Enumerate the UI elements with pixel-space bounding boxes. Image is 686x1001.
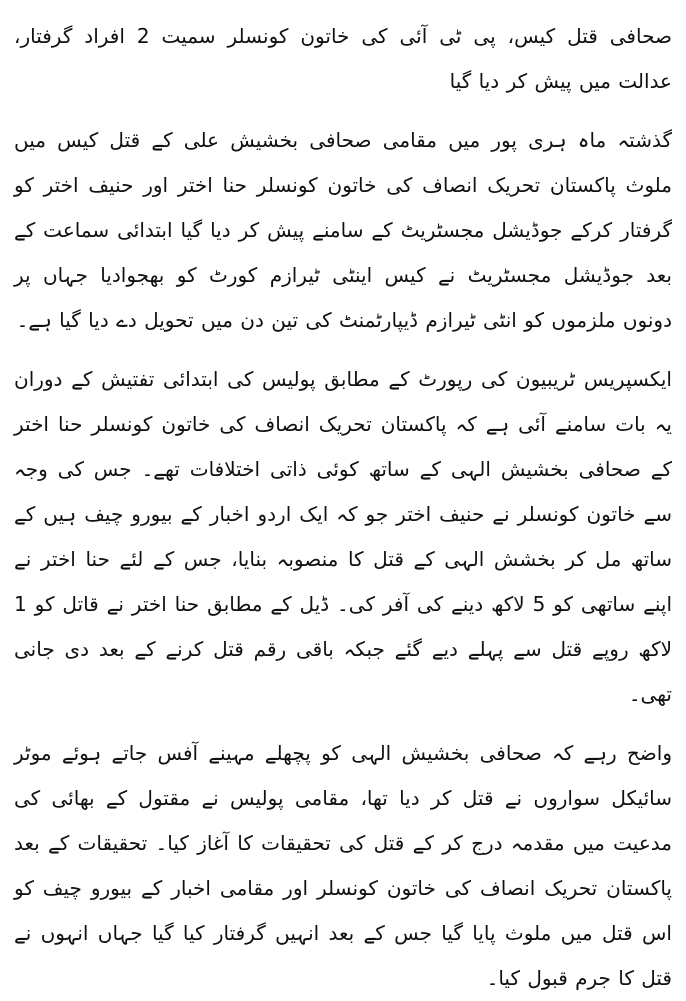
article-paragraph: ایکسپریس ٹریبیون کی رپورٹ کے مطابق پولیس کی ابتدائی تفتیش کے دوران یہ بات سامنے آئی ہے کہ پاکستان تحریک انصاف کی خاتون کونسلر حنا اختر کے صحافی بخشیش الہی کے ساتھ کوئی ذاتی اختلافات تھے۔ جس کی وجہ سے خاتون کونسلر نے حنیف اختر جو کہ ایک اردو اخبار کے بیورو چیف ہیں کے ساتھ مل کر بخشش الہی کے قتل کا منصوبہ بنایا، جس کے لئے حنا اختر نے اپنے ساتھی کو 5 لاکھ دینے کی آفر کی۔ ڈیل کے مطابق حنا اختر نے قاتل کو 1 لاکھ روپے قتل سے پہلے دیے گئے جبکہ باقی رقم قتل کرنے کے بعد دی جانی تھی۔: [14, 367, 673, 706]
article-headline: صحافی قتل کیس، پی ٹی آئی کی خاتون کونسلر سمیت 2 افراد گرفتار، عدالت میں پیش کر دیا گیا: [14, 24, 672, 93]
article-paragraph: گذشتہ ماہ ہری پور میں مقامی صحافی بخشیش علی کے قتل کیس میں ملوث پاکستان تحریک انصاف کی خاتون کونسلر حنا اختر اور حنیف اختر کو گرفتار کرکے جوڈیشل مجسٹریٹ کے سامنے پیش کر دیا گیا ابتدائی سماعت کے بعد جوڈیشل مجسٹریٹ نے کیس اینٹی ٹیرازم کورٹ کو بھجوادیا جہاں پر دونوں ملزموں کو انٹی ٹیرازم ڈیپارٹمنٹ کی تین دن میں تحویل دے دیا گیا ہے۔: [14, 128, 672, 332]
article-paragraph: واضح رہے کہ صحافی بخشیش الہی کو پچھلے مہینے آفس جاتے ہوئے موٹر سائیکل سواروں نے قتل کر دیا تھا، مقامی پولیس نے مقتول کے بھائی کی مدعیت میں مقدمہ درج کر کے قتل کی تحقیقات کا آغاز کیا۔ تحقیقات کے بعد پاکستان تحریک انصاف کی خاتون کونسلر اور مقامی اخبار کے بیورو چیف کو اس قتل میں ملوث پایا گیا جس کے بعد انہیں گرفتار کیا گیا جہاں انہوں نے قتل کا جرم قبول کیا۔: [14, 741, 672, 990]
